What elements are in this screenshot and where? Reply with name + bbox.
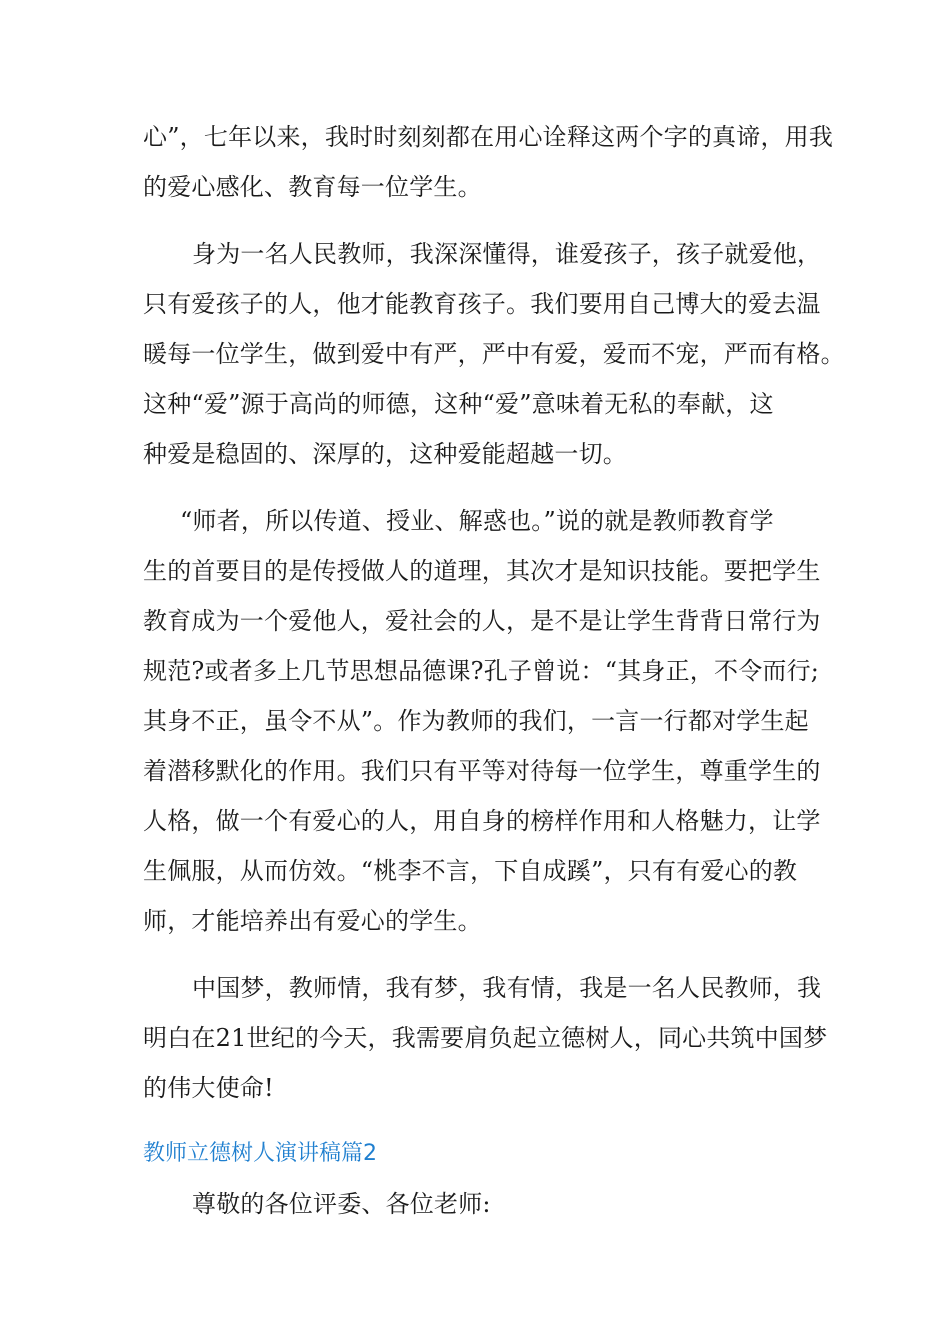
paragraph-4-line-1: 中国梦，教师情，我有梦，我有情，我是一名人民教师，我 xyxy=(192,974,822,1002)
section-heading: 教师立德树人演讲稿篇2 xyxy=(143,1141,377,1166)
paragraph-2-line-5: 种爱是稳固的、深厚的，这种爱能超越一切。 xyxy=(143,440,627,468)
paragraph-3-line-5: 其身不正，虽令不从”。作为教师的我们，一言一行都对学生起 xyxy=(143,707,809,735)
paragraph-3-line-7: 人格，做一个有爱心的人，用自身的榜样作用和人格魅力，让学 xyxy=(143,807,821,835)
paragraph-2-line-3: 暖每一位学生，做到爱中有严，严中有爱，爱而不宠，严而有格。 xyxy=(143,340,845,368)
paragraph-2-line-1: 身为一名人民教师，我深深懂得，谁爱孩子，孩子就爱他， xyxy=(192,240,822,268)
paragraph-4-line-2: 明白在21世纪的今天，我需要肩负起立德树人，同心共筑中国梦 xyxy=(143,1024,828,1052)
paragraph-3-line-6: 着潜移默化的作用。我们只有平等对待每一位学生，尊重学生的 xyxy=(143,757,821,785)
paragraph-3-line-8: 生佩服，从而仿效。“桃李不言，下自成蹊”，只有有爱心的教 xyxy=(143,857,798,885)
paragraph-1-line-1: 心”，七年以来，我时时刻刻都在用心诠释这两个字的真谛，用我 xyxy=(143,123,834,151)
paragraph-2-line-4: 这种“爱”源于高尚的师德，这种“爱”意味着无私的奉献，这 xyxy=(143,390,774,418)
paragraph-3-line-2: 生的首要目的是传授做人的道理，其次才是知识技能。要把学生 xyxy=(143,557,821,585)
salutation: 尊敬的各位评委、各位老师: xyxy=(192,1190,491,1218)
paragraph-3-line-1: “师者，所以传道、授业、解惑也。”说的就是教师教育学 xyxy=(180,507,774,535)
paragraph-4-line-3: 的伟大使命! xyxy=(143,1074,274,1102)
paragraph-2-line-2: 只有爱孩子的人，他才能教育孩子。我们要用自己博大的爱去温 xyxy=(143,290,821,318)
paragraph-1-line-2: 的爱心感化、教育每一位学生。 xyxy=(143,173,482,201)
paragraph-3-line-4: 规范?或者多上几节思想品德课?孔子曾说：“其身正，不令而行; xyxy=(143,657,820,685)
paragraph-3-line-9: 师，才能培养出有爱心的学生。 xyxy=(143,907,482,935)
paragraph-3-line-3: 教育成为一个爱他人，爱社会的人，是不是让学生背背日常行为 xyxy=(143,607,821,635)
